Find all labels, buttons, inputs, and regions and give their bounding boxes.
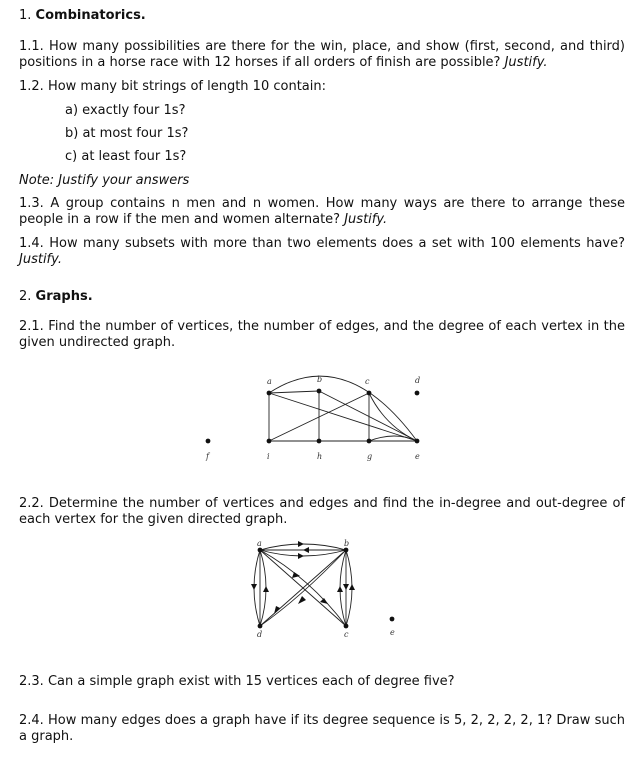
arrowhead	[251, 584, 257, 590]
section-number: 1.	[19, 8, 32, 23]
section-title: Combinatorics.	[35, 8, 146, 23]
vertex-label: i	[267, 452, 270, 461]
vertex-label: g	[367, 452, 373, 461]
section-title: Graphs.	[35, 289, 93, 304]
vertex-e	[390, 617, 395, 622]
edge	[269, 391, 319, 393]
question-1-2: 1.2. How many bit strings of length 10 contain:	[19, 79, 326, 94]
vertex-b	[317, 389, 322, 394]
arrowhead	[298, 541, 304, 547]
question-1-3: 1.3. A group contains n men and n women. How many ways are there to arrange these people in a row if the men and women alternate? Justify.	[19, 196, 625, 227]
question-2-3: 2.3. Can a simple graph exist with 15 vertices each of degree five?	[19, 674, 455, 689]
edge	[269, 393, 417, 441]
vertex-g	[367, 439, 372, 444]
edge	[319, 391, 417, 441]
vertex-label: c	[344, 630, 349, 639]
vertex-label: d	[257, 630, 263, 639]
section-number: 2.	[19, 289, 32, 304]
edge	[260, 550, 346, 556]
vertex-label: a	[267, 377, 272, 386]
option-b: b) at most four 1s?	[65, 126, 189, 141]
vertex-label: e	[390, 628, 395, 637]
vertex-b	[344, 548, 349, 553]
vertex-d	[258, 624, 263, 629]
option-a: a) exactly four 1s?	[65, 103, 186, 118]
undirected-graph	[195, 368, 435, 468]
vertex-label: f	[206, 452, 209, 461]
edge	[369, 436, 417, 441]
vertex-f	[206, 439, 211, 444]
vertex-a	[267, 391, 272, 396]
arrowhead	[298, 596, 306, 604]
arrowhead	[320, 598, 328, 604]
vertex-label: e	[415, 452, 420, 461]
vertex-d	[415, 391, 420, 396]
arrowhead	[303, 547, 309, 553]
edge	[369, 393, 417, 441]
question-1-4: 1.4. How many subsets with more than two elements does a set with 100 elements have? Justify.	[19, 236, 625, 267]
vertex-c	[344, 624, 349, 629]
arrowhead	[343, 584, 349, 590]
vertex-label: b	[317, 375, 323, 384]
vertex-label: d	[415, 376, 421, 385]
note: Note: Justify your answers	[19, 173, 190, 188]
arrowhead	[274, 606, 280, 614]
vertex-label: b	[344, 539, 350, 548]
vertex-label: a	[257, 539, 262, 548]
vertex-h	[317, 439, 322, 444]
question-1-1: 1.1. How many possibilities are there for the win, place, and show (first, second, and third) positions in a horse race with 12 horses if all orders of finish are possible? Justify.	[19, 39, 625, 70]
vertex-i	[267, 439, 272, 444]
edge	[260, 544, 346, 550]
arrowhead	[337, 586, 343, 592]
edge	[269, 376, 417, 441]
vertex-label: c	[365, 377, 370, 386]
section-1-heading	[19, 8, 625, 24]
arrowhead	[298, 553, 304, 559]
directed-graph	[240, 538, 410, 643]
option-c: c) at least four 1s?	[65, 149, 187, 164]
arrowhead	[263, 586, 269, 592]
vertex-label: h	[317, 452, 323, 461]
question-2-1: 2.1. Find the number of vertices, the number of edges, and the degree of each vertex in the given undirected graph.	[19, 319, 625, 350]
vertex-c	[367, 391, 372, 396]
vertex-e	[415, 439, 420, 444]
question-2-2: 2.2. Determine the number of vertices and edges and find the in-degree and out-degree of each vertex for the given directed graph.	[19, 496, 625, 527]
arrowhead	[349, 584, 355, 590]
vertex-a	[258, 548, 263, 553]
arrowhead	[292, 572, 300, 578]
question-2-4: 2.4. How many edges does a graph have if its degree sequence is 5, 2, 2, 2, 2, 1? Draw such a graph.	[19, 713, 625, 744]
section-2-heading	[19, 289, 625, 305]
